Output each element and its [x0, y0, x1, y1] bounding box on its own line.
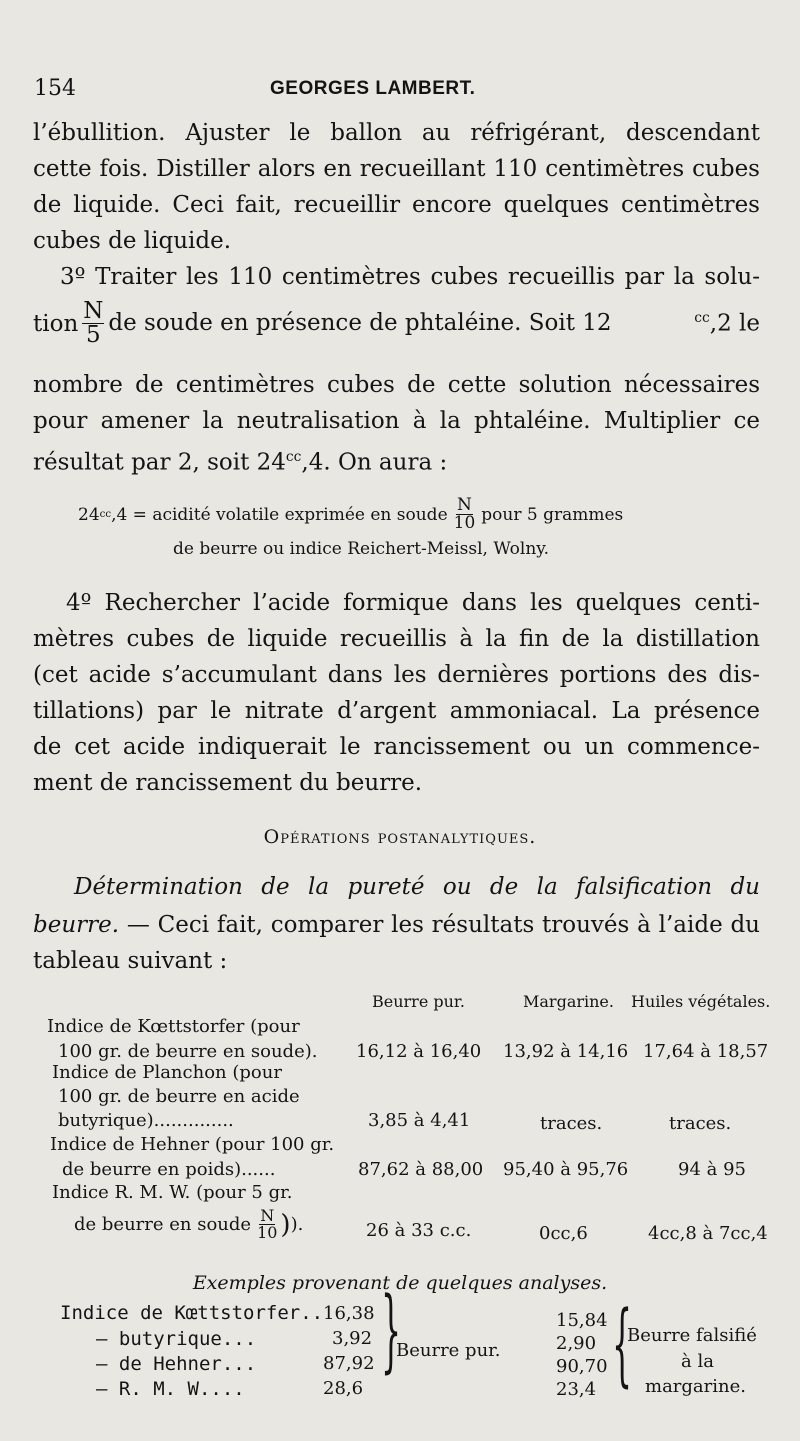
- example-pure-2: 3,92: [332, 1328, 373, 1349]
- page-number: 154: [34, 76, 76, 101]
- row2-label-line3: butyrique)..............: [58, 1110, 234, 1131]
- row1-beurre-value: 16,12 à 16,40: [356, 1041, 482, 1062]
- row4-beurre-value: 26 à 33 c.c.: [366, 1220, 472, 1241]
- row2-beurre-value: 3,85 à 4,41: [368, 1110, 471, 1131]
- para2-line2: [33, 300, 760, 347]
- row4-label-fraction: [257, 1208, 277, 1241]
- para2-line5-a: résultat par 2, soit 24: [33, 449, 286, 476]
- para1-line3: de liquide. Ceci fait, recueillir encore quelques centimètres: [33, 192, 760, 218]
- para2-line2-mid: de soude en présence de phtaléine. Soit 12: [108, 310, 612, 337]
- row1-huiles-value: 17,64 à 18,57: [643, 1041, 769, 1062]
- para4-line2-rest: — Ceci fait, comparer les résultats trouvés à l’aide du: [119, 912, 760, 938]
- para3-line1: 4º Rechercher l’acide formique dans les quelques centi-: [66, 590, 760, 616]
- cc-superscript: cc: [694, 310, 710, 327]
- para4-line1: Détermination de la pureté ou de la falsification du: [74, 874, 760, 900]
- row3-label-line2: de beurre en poids)......: [62, 1159, 276, 1180]
- example-label-3: — de Hehner...: [96, 1353, 257, 1375]
- formula-text: ,4 = acidité volatile exprimée en soude: [111, 504, 448, 525]
- column-header-huiles: Huiles végétales.: [631, 992, 771, 1011]
- normality-fraction: [82, 300, 104, 347]
- fraction-numerator: N: [83, 298, 104, 324]
- fraction-numerator: N: [457, 495, 472, 515]
- para2-line5-b: ,4. On aura :: [301, 449, 448, 476]
- example-label-4: — R. M. W....: [96, 1378, 245, 1400]
- column-header-beurre: Beurre pur.: [372, 992, 465, 1011]
- row2-label-line2: 100 gr. de beurre en acide: [58, 1086, 300, 1107]
- example-pure-3: 87,92: [323, 1353, 375, 1374]
- example-pure-1: 16,38: [323, 1303, 375, 1324]
- para2-line4: pour amener la neutralisation à la phtaléine. Multiplier ce: [33, 408, 760, 434]
- example-falsified-2: 2,90: [556, 1333, 597, 1354]
- section-title: Opérations postanalytiques.: [263, 826, 537, 848]
- row4-label-text: de beurre en soude: [74, 1214, 252, 1235]
- row3-margarine-value: 95,40 à 95,76: [503, 1159, 629, 1180]
- cc-superscript: cc: [99, 509, 112, 520]
- row2-label-line1: Indice de Planchon (pour: [52, 1062, 282, 1083]
- example-label-2: — butyrique...: [96, 1328, 257, 1350]
- example-pure-4: 28,6: [323, 1378, 364, 1399]
- fraction-denominator: 5: [86, 322, 101, 348]
- para2-line5: [33, 439, 447, 481]
- falsified-brace: {: [612, 1292, 633, 1397]
- row4-label-line1: Indice R. M. W. (pour 5 gr.: [52, 1182, 293, 1203]
- formula-line1: [78, 497, 623, 532]
- row1-label-line1: Indice de Kœttstorfer (pour: [47, 1016, 300, 1037]
- para1-line2: cette fois. Distiller alors en recueillant 110 centimètres cubes: [33, 156, 760, 182]
- para1-line4: cubes de liquide.: [33, 228, 232, 254]
- para4-line2: [33, 907, 760, 943]
- example-falsified-3: 90,70: [556, 1356, 608, 1377]
- example-falsified-4: 23,4: [556, 1379, 597, 1400]
- row3-huiles-value: 94 à 95: [678, 1159, 746, 1180]
- para2-line1: 3º Traiter les 110 centimètres cubes recueillis par la solu-: [60, 264, 760, 290]
- row3-label-line1: Indice de Hehner (pour 100 gr.: [50, 1134, 335, 1155]
- para2-line3: nombre de centimètres cubes de cette solution nécessaires: [33, 372, 760, 398]
- falsified-label-1: Beurre falsifié: [627, 1325, 757, 1346]
- row4-label-end: ).: [290, 1214, 304, 1235]
- pure-brace: }: [381, 1278, 402, 1383]
- running-header: GEORGES LAMBERT.: [270, 78, 476, 99]
- para2-line2-start: tion: [33, 310, 79, 337]
- para2-line2-rest: [108, 310, 760, 337]
- row4-huiles-value: 4cc,8 à 7cc,4: [648, 1223, 768, 1244]
- para3-line2: mètres cubes de liquide recueillis à la fin de la distillation: [33, 626, 760, 652]
- row2-huiles-value: traces.: [669, 1113, 732, 1134]
- column-header-margarine: Margarine.: [523, 992, 614, 1011]
- example-label-1: Indice de Kœttstorfer..: [60, 1302, 324, 1324]
- example-falsified-1: 15,84: [556, 1310, 608, 1331]
- pure-label: Beurre pur.: [396, 1340, 501, 1361]
- fraction-numerator: N: [260, 1206, 275, 1225]
- fraction-denominator: 10: [257, 1223, 278, 1242]
- row1-label-line2: 100 gr. de beurre en soude).: [58, 1041, 318, 1062]
- row4-label-paren: ): [280, 1209, 291, 1240]
- row4-margarine-value: 0cc,6: [539, 1223, 588, 1244]
- para2-line2-end: ,2 le: [709, 310, 760, 337]
- formula-line2: de beurre ou indice Reichert-Meissl, Wolny.: [173, 539, 550, 559]
- para3-line4: tillations) par le nitrate d’argent ammoniacal. La présence: [33, 698, 760, 724]
- falsified-label-2: à la: [681, 1351, 714, 1372]
- row2-margarine-value: traces.: [540, 1113, 603, 1134]
- para3-line3: (cet acide s’accumulant dans les dernières portions des dis-: [33, 662, 760, 688]
- row3-beurre-value: 87,62 à 88,00: [358, 1159, 484, 1180]
- examples-title: Exemples provenant de quelques analyses.: [192, 1272, 608, 1294]
- para4-line3: tableau suivant :: [33, 948, 228, 974]
- formula-value: 24: [78, 504, 100, 525]
- cc-superscript: cc: [285, 449, 302, 465]
- fraction-denominator: 10: [453, 513, 476, 533]
- para3-line6: ment de rancissement du beurre.: [33, 770, 423, 796]
- row1-margarine-value: 13,92 à 14,16: [503, 1041, 629, 1062]
- para1-line1: l’ébullition. Ajuster le ballon au réfrigérant, descendant: [33, 120, 760, 146]
- para3-line5: de cet acide indiquerait le rancissement ou un commence-: [33, 734, 760, 760]
- para4-line2-italic: beurre.: [33, 912, 120, 938]
- row4-label-line2: [74, 1208, 303, 1241]
- falsified-label-3: margarine.: [645, 1376, 746, 1397]
- formula-tail: pour 5 grammes: [481, 504, 624, 525]
- formula-fraction: [454, 497, 476, 532]
